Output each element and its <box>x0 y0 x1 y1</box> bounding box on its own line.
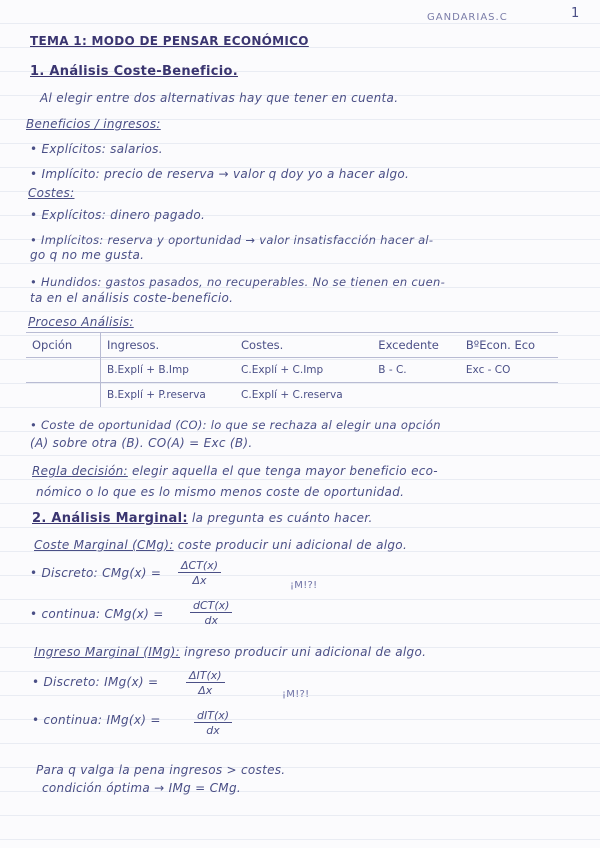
table-header: Opción <box>26 333 101 358</box>
section-1-title: 1. Análisis Coste-Beneficio. <box>30 64 238 79</box>
table-header: Costes. <box>235 333 372 358</box>
img-label: Ingreso Marginal (IMg): <box>34 645 181 659</box>
img-continua-fraction <box>194 709 232 737</box>
regla-label: Regla decisión: <box>32 464 128 478</box>
table-header-row <box>26 333 558 358</box>
cmg-discreto-fraction <box>178 559 221 587</box>
table-header: Excedente <box>372 333 460 358</box>
table-cell: C.Explí + C.Imp <box>235 358 372 383</box>
regla-text: elegir aquella el que tenga mayor beneficio eco- <box>127 464 438 478</box>
page-number: 1 <box>571 6 580 21</box>
fraction-numerator: dCT(x) <box>190 599 232 613</box>
table-row <box>26 383 558 408</box>
beneficios-heading: Beneficios / ingresos: <box>26 117 161 131</box>
table-cell <box>26 358 101 383</box>
coste-implicito-line2: go q no me gusta. <box>30 248 145 262</box>
table-header: BºEcon. Eco <box>460 333 558 358</box>
beneficio-explicito: • Explícitos: salarios. <box>30 142 163 156</box>
img-text: ingreso producir uni adicional de algo. <box>180 645 427 659</box>
section-2-heading <box>32 511 373 526</box>
section-2-subtitle: la pregunta es cuánto hacer. <box>187 511 373 525</box>
table-cell: Exc - CO <box>460 358 558 383</box>
cmg-discreto-label: • Discreto: CMg(x) = <box>30 566 162 580</box>
cmg-definition <box>34 538 407 552</box>
table-row <box>26 358 558 383</box>
coste-explicito: • Explícitos: dinero pagado. <box>30 208 206 222</box>
img-continua-label: • continua: IMg(x) = <box>32 713 161 727</box>
table-cell <box>460 383 558 408</box>
fraction-numerator: dIT(x) <box>194 709 232 723</box>
analysis-table <box>26 332 558 407</box>
table-cell: B.Explí + P.reserva <box>101 383 236 408</box>
regla-text-line2: nómico o lo que es lo mismo menos coste de oportunidad. <box>36 485 405 499</box>
coste-oportunidad-line1: • Coste de oportunidad (CO): lo que se rechaza al elegir una opción <box>30 418 441 432</box>
cmg-note: ¡M!?! <box>290 580 318 591</box>
fraction-denominator: Δx <box>192 574 207 587</box>
img-discreto-label: • Discreto: IMg(x) = <box>32 675 159 689</box>
img-definition <box>34 645 426 659</box>
regla-decision <box>32 464 438 478</box>
intro-text: Al elegir entre dos alternativas hay que tener en cuenta. <box>40 91 399 105</box>
table-cell <box>372 383 460 408</box>
table-cell: B.Explí + B.Imp <box>101 358 236 383</box>
costes-heading: Costes: <box>28 186 75 200</box>
table-cell <box>26 383 101 408</box>
fraction-denominator: Δx <box>198 684 213 697</box>
fraction-denominator: dx <box>204 614 218 627</box>
beneficio-implicito: • Implícito: precio de reserva → valor q doy yo a hacer algo. <box>30 167 410 181</box>
section-2-title: 2. Análisis Marginal: <box>32 511 188 526</box>
cmg-text: coste producir uni adicional de algo. <box>173 538 408 552</box>
coste-implicito-line1: • Implícitos: reserva y oportunidad → valor insatisfacción hacer al- <box>30 233 434 247</box>
fraction-numerator: ΔIT(x) <box>186 669 225 683</box>
coste-hundido-line1: • Hundidos: gastos pasados, no recuperables. No se tienen en cuen- <box>30 275 446 289</box>
table-cell: C.Explí + C.reserva <box>235 383 372 408</box>
table-header: Ingresos. <box>101 333 236 358</box>
coste-hundido-line2: ta en el análisis coste-beneficio. <box>30 291 234 305</box>
cmg-continua-label: • continua: CMg(x) = <box>30 607 164 621</box>
img-note: ¡M!?! <box>282 689 310 700</box>
img-discreto-fraction <box>186 669 225 697</box>
coste-oportunidad-line2: (A) sobre otra (B). CO(A) = Exc (B). <box>30 436 253 450</box>
cmg-label: Coste Marginal (CMg): <box>34 538 174 552</box>
page-title: TEMA 1: MODO DE PENSAR ECONÓMICO <box>30 34 309 48</box>
conclusion-line1: Para q valga la pena ingresos > costes. <box>36 763 286 777</box>
proceso-heading: Proceso Análisis: <box>28 315 134 329</box>
fraction-denominator: dx <box>206 724 220 737</box>
fraction-numerator: ΔCT(x) <box>178 559 221 573</box>
cmg-continua-fraction <box>190 599 232 627</box>
table-cell: B - C. <box>372 358 460 383</box>
author-name: GANDARIAS.C <box>427 12 508 23</box>
conclusion-line2: condición óptima → IMg = CMg. <box>42 781 241 795</box>
